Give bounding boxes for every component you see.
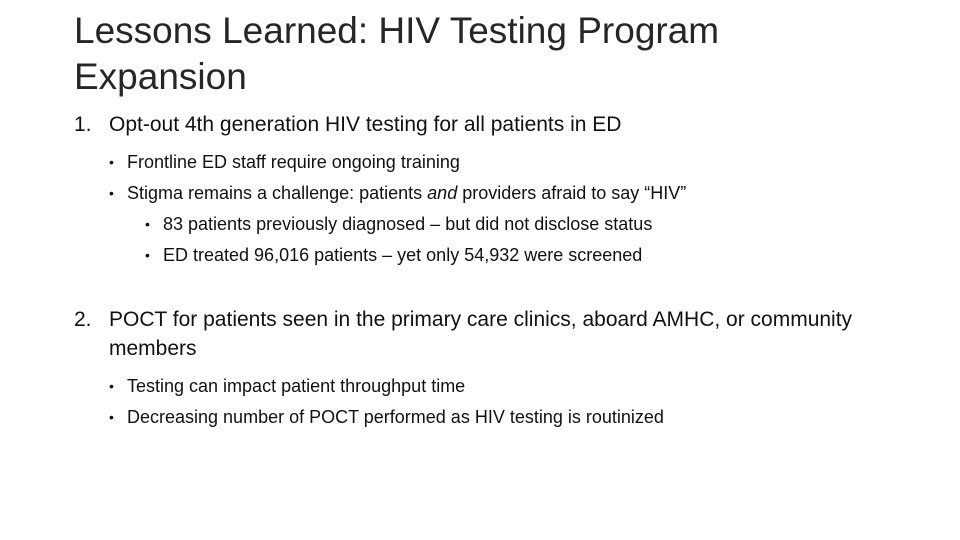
bullet-text: Decreasing number of POCT performed as HIV testing is routinized [127, 407, 664, 427]
item-text: POCT for patients seen in the primary care clinics, aboard AMHC, or community members [109, 308, 853, 360]
bullet-icon: • [109, 185, 114, 201]
slide-title: Lessons Learned: HIV Testing Program Expansion [74, 10, 720, 97]
bullet-icon: • [109, 378, 114, 394]
bullet-text-part: Stigma remains a challenge: patients [127, 183, 428, 203]
numbered-item-2 [74, 305, 924, 433]
bullet-list [74, 371, 924, 433]
bullet-text [127, 178, 686, 209]
numbered-item-heading [74, 110, 924, 139]
bullet-list [74, 147, 924, 271]
sub-bullet-item [74, 240, 924, 271]
bullet-icon: • [109, 154, 114, 170]
bullet-item [74, 147, 924, 178]
bullet-text-part: providers afraid to say “HIV” [457, 183, 687, 203]
numbered-item-heading [74, 305, 924, 363]
bullet-text-italic: and [427, 183, 458, 203]
item-number: 2. [74, 308, 92, 331]
bullet-icon: • [109, 409, 114, 425]
bullet-item [74, 178, 924, 209]
bullet-text: Testing can impact patient throughput time [127, 376, 466, 396]
numbered-item-1 [74, 110, 924, 271]
sub-bullet-text: ED treated 96,016 patients – yet only 54,932 were screened [163, 245, 643, 265]
item-text: Opt-out 4th generation HIV testing for all patients in ED [109, 113, 622, 136]
bullet-icon: • [145, 247, 150, 263]
bullet-item [74, 371, 924, 402]
sub-bullet-item [74, 209, 924, 240]
bullet-text: Frontline ED staff require ongoing training [127, 152, 460, 172]
sub-bullet-text: 83 patients previously diagnosed – but did not disclose status [163, 214, 653, 234]
bullet-item [74, 402, 924, 433]
bullet-icon: • [145, 216, 150, 232]
item-number: 1. [74, 113, 92, 136]
